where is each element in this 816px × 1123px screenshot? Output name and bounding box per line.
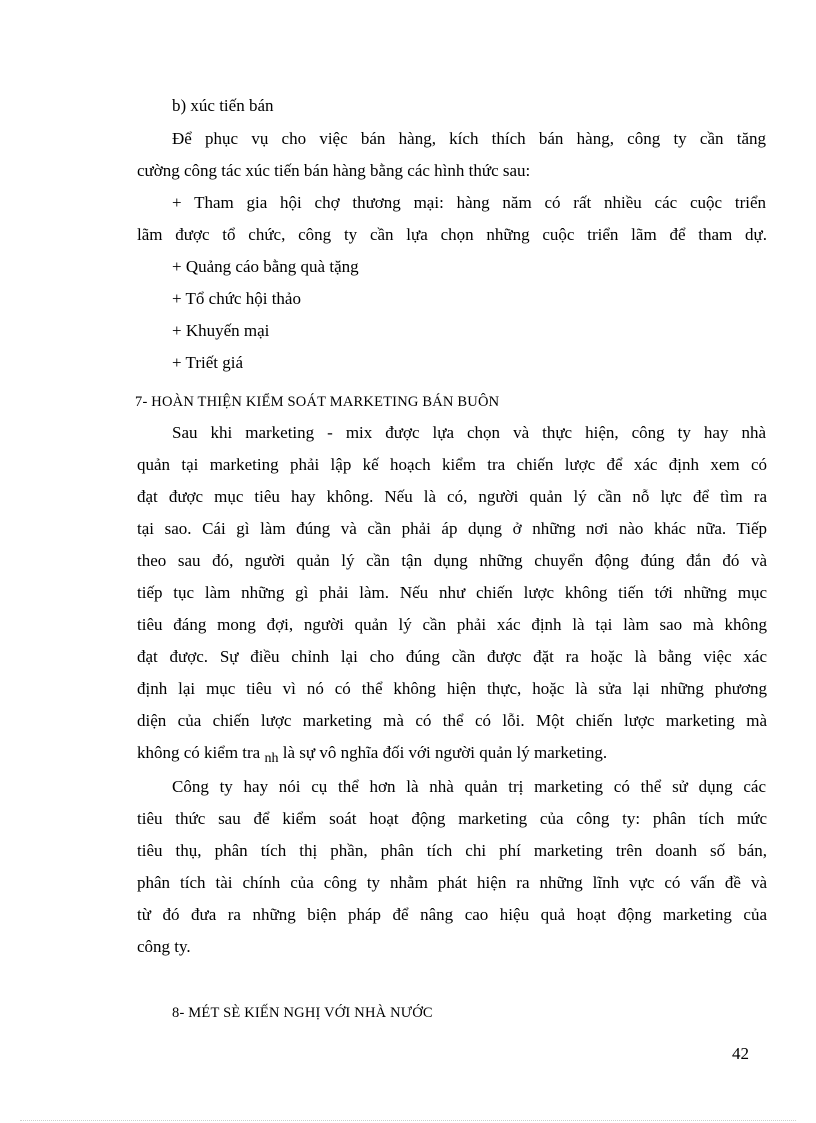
paragraph-line: công ty.	[137, 937, 191, 956]
paragraph-line: + Tham gia hội chợ thương mại: hàng năm có rất nhiều các cuộc triển	[172, 193, 766, 212]
paragraph-line: Để phục vụ cho việc bán hàng, kích thích bán hàng, công ty cần tăng	[172, 129, 766, 148]
section-heading: 8- MÉT SÈ KIẾN NGHỊ VỚI NHÀ NƯỚC	[172, 1005, 433, 1021]
list-item: + Khuyến mại	[172, 321, 270, 340]
list-item: + Quảng cáo bằng quà tặng	[172, 257, 359, 276]
paragraph-line: đạt được mục tiêu hay không. Nếu là có, người quản lý cần nỗ lực để tìm ra	[137, 487, 767, 506]
subscript-fragment: nh	[264, 751, 279, 766]
section-heading: 7- HOÀN THIỆN KIỂM SOÁT MARKETING BÁN BUÔN	[135, 394, 500, 410]
subsection-heading: b) xúc tiến bán	[172, 96, 274, 115]
paragraph-line: theo sau đó, người quản lý cần tận dụng những chuyển động đúng đắn đó và	[137, 551, 767, 570]
paragraph-line: Công ty hay nói cụ thể hơn là nhà quản trị marketing có thể sử dụng các	[172, 777, 766, 796]
paragraph-line: từ đó đưa ra những biện pháp để nâng cao hiệu quả hoạt động marketing của	[137, 905, 767, 924]
paragraph-line: phân tích tài chính của công ty nhằm phát hiện ra những lĩnh vực có vấn đề và	[137, 873, 767, 892]
paragraph-line: Sau khi marketing - mix được lựa chọn và thực hiện, công ty hay nhà	[172, 423, 766, 442]
list-item: + Triết giá	[172, 353, 243, 372]
page-number: 42	[732, 1044, 749, 1063]
paragraph-line: quản tại marketing phải lập kế hoạch kiểm tra chiến lược để xác định xem có	[137, 455, 767, 474]
paragraph-line: cường công tác xúc tiến bán hàng bằng các hình thức sau:	[137, 161, 531, 180]
paragraph-line: tiêu thụ, phân tích thị phần, phân tích chi phí marketing trên doanh số bán,	[137, 841, 767, 860]
page-bottom-divider	[20, 1120, 796, 1121]
paragraph-line: tiếp tục làm những gì phải làm. Nếu như chiến lược không tiến tới những mục	[137, 583, 767, 602]
paragraph-line: tiêu thức sau để kiểm soát hoạt động marketing của công ty: phân tích mức	[137, 809, 767, 828]
paragraph-line	[137, 742, 767, 766]
line-text-after: là sự vô nghĩa đối với người quản lý marketing.	[278, 743, 608, 762]
paragraph-line: lãm được tổ chức, công ty cần lựa chọn những cuộc triển lãm để tham dự.	[137, 225, 767, 244]
paragraph-line: định lại mục tiêu vì nó có thể không hiện thực, hoặc là sửa lại những phương	[137, 679, 767, 698]
paragraph-line: tiêu đáng mong đợi, người quản lý cần phải xác định là tại làm sao mà không	[137, 615, 767, 634]
list-item: + Tổ chức hội thảo	[172, 289, 301, 308]
paragraph-line: tại sao. Cái gì làm đúng và cần phải áp dụng ở những nơi nào khác nữa. Tiếp	[137, 519, 767, 538]
line-text-before: không có kiểm tra	[137, 743, 265, 762]
paragraph-line: diện của chiến lược marketing mà có thể có lỗi. Một chiến lược marketing mà	[137, 711, 767, 730]
paragraph-line: đạt được. Sự điều chỉnh lại cho đúng cần được đặt ra hoặc là bằng việc xác	[137, 647, 767, 666]
